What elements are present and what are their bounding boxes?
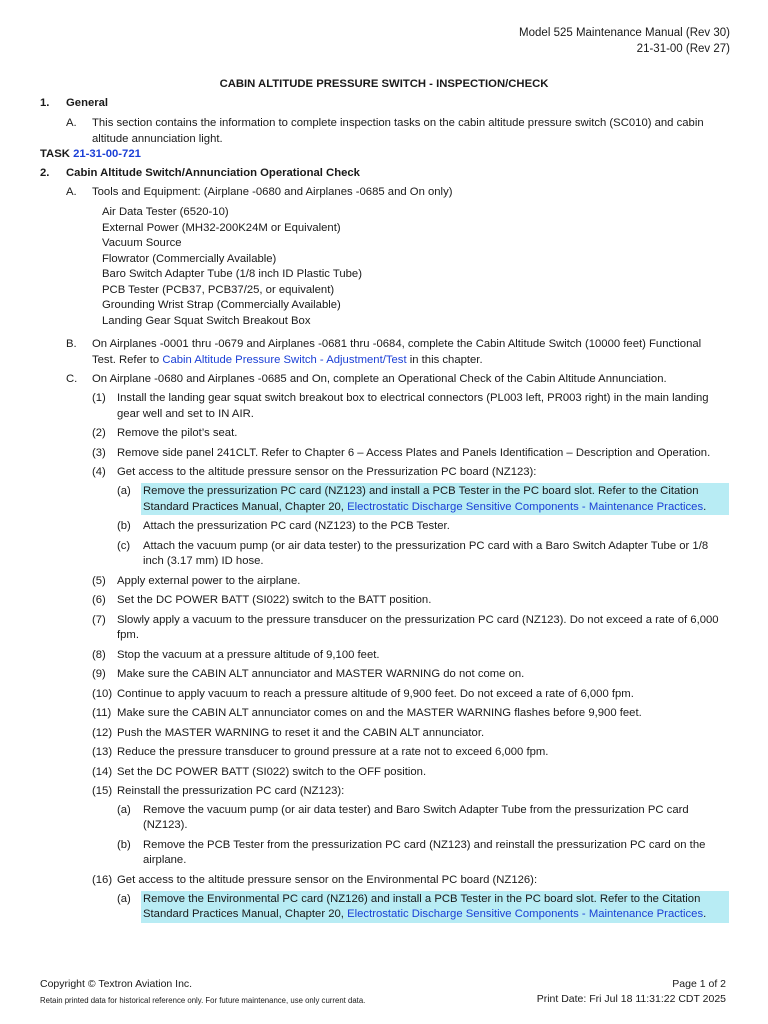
step-4c-line-1: Attach the vacuum pump (or air data tester) to the pressurization PC card with a Baro Switch Adapter Tube or 1/8 (143, 539, 709, 552)
step-4a-line-2 (143, 500, 706, 516)
print-date: Print Date: Fri Jul 18 11:31:22 CDT 2025 (536, 993, 726, 1005)
step-8: Stop the vacuum at a pressure altitude of 9,100 feet. (117, 648, 380, 661)
step-4c-line-2: inch (3.17 mm) ID hose. (143, 555, 264, 567)
step-4b: Attach the pressurization PC card (NZ123) to the PCB Tester. (143, 520, 450, 532)
section-2-a-label: A. (66, 186, 77, 198)
substep-letter: (a) (117, 892, 131, 905)
step-9: Make sure the CABIN ALT annunciator and MASTER WARNING do not come on. (117, 668, 525, 680)
tool-item: Landing Gear Squat Switch Breakout Box (102, 314, 311, 327)
step-4: Get access to the altitude pressure sensor on the Pressurization PC board (NZ123): (117, 466, 537, 478)
step-4a (143, 484, 706, 515)
section-2-b-line-2 (92, 353, 701, 369)
step-5: Apply external power to the airplane. (117, 574, 301, 587)
section-2-b-text (92, 337, 701, 368)
general-a-text (92, 116, 704, 147)
step-15b-line-2: airplane. (143, 854, 187, 866)
task-label: TASK (40, 148, 70, 160)
step-14: Set the DC POWER BATT (SI022) switch to the OFF position. (117, 765, 427, 778)
step-4a-suffix: . (703, 500, 707, 513)
step-11: Make sure the CABIN ALT annunciator comes on and the MASTER WARNING flashes before 9,900 feet. (117, 707, 642, 719)
step-13: Reduce the pressure transducer to ground pressure at a rate not to exceed 6,000 fpm. (117, 746, 549, 758)
step-15b-line-1: Remove the PCB Tester from the pressurization PC card (NZ123) and reinstall the pressurization PC card on the (143, 838, 706, 851)
b-line2-prefix: Test. Refer to (92, 353, 163, 366)
b-line2-suffix: in this chapter. (406, 353, 483, 366)
step-number: (4) (92, 466, 106, 478)
tool-item: Air Data Tester (6520-10) (102, 206, 229, 218)
esd-components-link[interactable]: Electrostatic Discharge Sensitive Components - Maintenance Practices (347, 500, 704, 513)
section-2-b-label: B. (66, 338, 77, 350)
section-2-number: 2. (40, 167, 50, 179)
step-number: (12) (92, 726, 113, 739)
step-16a-line-2 (143, 907, 706, 923)
step-number: (16) (92, 873, 113, 886)
step-15b (143, 838, 705, 869)
page-number: Page 1 of 2 (672, 978, 726, 990)
substep-letter: (a) (117, 485, 131, 497)
tool-item: Grounding Wrist Strap (Commercially Available) (102, 299, 341, 311)
section-2-a-text: Tools and Equipment: (Airplane -0680 and Airplanes -0685 and On only) (92, 186, 453, 198)
step-16a (143, 892, 706, 923)
retain-note: Retain printed data for historical reference only. For future maintenance, use only current data. (40, 996, 366, 1005)
step-16a-prefix: Standard Practices Manual, Chapter 20, (143, 908, 348, 920)
section-revision: 21-31-00 (Rev 27) (636, 43, 730, 55)
general-a-line-2: altitude annunciation light. (92, 132, 223, 145)
substep-letter: (b) (117, 520, 131, 532)
step-16: Get access to the altitude pressure sensor on the Environmental PC board (NZ126): (117, 873, 538, 886)
step-number: (6) (92, 594, 106, 606)
step-4a-line-1: Remove the pressurization PC card (NZ123) and install a PCB Tester in the PC board slot. Refer to the Citation (143, 485, 699, 497)
manual-title: Model 525 Maintenance Manual (Rev 30) (519, 27, 730, 39)
step-number: (2) (92, 427, 106, 439)
step-7-line-1: Slowly apply a vacuum to the pressure transducer on the pressurization PC card (NZ123). Do not exceed a rate of 6,000 (117, 613, 719, 626)
step-15a-line-1: Remove the vacuum pump (or air data tester) and Baro Switch Adapter Tube from the pressurization PC card (143, 803, 689, 816)
step-7-line-2: fpm. (117, 629, 139, 641)
step-number: (10) (92, 687, 113, 700)
step-10: Continue to apply vacuum to reach a pressure altitude of 9,900 feet. Do not exceed a rate of 6,000 fpm. (117, 687, 634, 700)
task-line (40, 147, 141, 163)
copyright: Copyright © Textron Aviation Inc. (40, 978, 193, 990)
task-code-link[interactable]: 21-31-00-721 (73, 148, 141, 160)
step-number: (1) (92, 392, 106, 404)
tool-item: Baro Switch Adapter Tube (1/8 inch ID Plastic Tube) (102, 268, 362, 280)
section-1-number: 1. (40, 97, 50, 109)
step-1-line-2: gear well and set to IN AIR. (117, 407, 254, 420)
step-1-line-1: Install the landing gear squat switch breakout box to electrical connectors (PL003 left, PR003 right) in the main landing (117, 392, 709, 404)
step-number: (9) (92, 668, 106, 680)
step-2: Remove the pilot’s seat. (117, 427, 238, 439)
tool-item: Flowrator (Commercially Available) (102, 252, 277, 265)
cabin-altitude-adjustment-test-link[interactable]: Cabin Altitude Pressure Switch - Adjustment/Test (162, 353, 407, 366)
step-3: Remove side panel 241CLT. Refer to Chapter 6 – Access Plates and Panels Identification – Description and Operation. (117, 446, 711, 459)
substep-letter: (c) (117, 539, 131, 552)
section-2-b-line-1: On Airplanes -0001 thru -0679 and Airplanes -0681 thru -0684, complete the Cabin Altitude Switch (10000 feet) Functional (92, 338, 702, 350)
tool-item: PCB Tester (PCB37, PCB37/25, or equivalent) (102, 283, 335, 296)
step-16a-line-1: Remove the Environmental PC card (NZ126) and install a PCB Tester in the PC board slot. Refer to the Citation (143, 892, 701, 905)
general-a-line-1: This section contains the information to complete inspection tasks on the cabin altitude pressure switch (SC010) and cabin (92, 117, 704, 129)
step-number: (3) (92, 446, 106, 459)
step-number: (8) (92, 648, 106, 661)
step-1 (117, 391, 709, 422)
step-6: Set the DC POWER BATT (SI022) switch to the BATT position. (117, 594, 432, 606)
step-number: (11) (92, 707, 112, 719)
step-number: (5) (92, 574, 106, 587)
substep-letter: (b) (117, 838, 131, 851)
substep-letter: (a) (117, 803, 131, 816)
step-15: Reinstall the pressurization PC card (NZ123): (117, 785, 345, 797)
step-15a-line-2: (NZ123). (143, 819, 188, 831)
step-4c (143, 539, 708, 570)
step-number: (14) (92, 765, 113, 778)
section-2-c-text: On Airplane -0680 and Airplanes -0685 and On, complete an Operational Check of the Cabin Altitude Annunciation. (92, 373, 667, 385)
section-2-heading: Cabin Altitude Switch/Annunciation Operational Check (66, 167, 360, 179)
step-number: (13) (92, 746, 113, 758)
step-4a-prefix: Standard Practices Manual, Chapter 20, (143, 500, 348, 513)
step-12: Push the MASTER WARNING to reset it and the CABIN ALT annunciator. (117, 726, 485, 739)
general-a-label: A. (66, 117, 77, 129)
step-7 (117, 613, 719, 644)
section-2-c-label: C. (66, 373, 78, 385)
tool-item: External Power (MH32-200K24M or Equivalent) (102, 221, 341, 234)
document-title: CABIN ALTITUDE PRESSURE SWITCH - INSPECTION/CHECK (219, 78, 549, 90)
tool-item: Vacuum Source (102, 237, 182, 249)
step-number: (15) (92, 785, 113, 797)
step-16a-suffix: . (703, 908, 707, 920)
step-15a (143, 803, 689, 834)
step-number: (7) (92, 613, 106, 626)
esd-components-link[interactable]: Electrostatic Discharge Sensitive Components - Maintenance Practices (347, 908, 704, 920)
section-1-heading: General (66, 97, 109, 109)
